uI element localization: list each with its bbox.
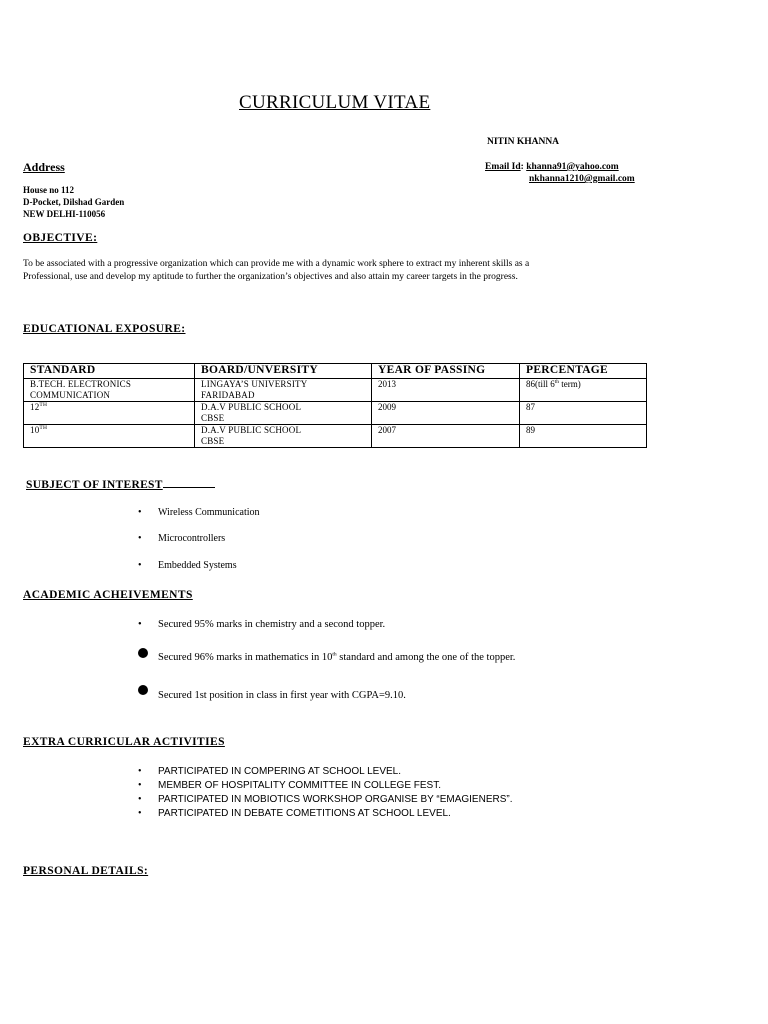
bullet-icon: • (138, 780, 142, 791)
education-table (23, 363, 647, 448)
candidate-name: NITIN KHANNA (487, 137, 560, 147)
achievements-heading: ACADEMIC ACHEIVEMENTS (23, 589, 193, 601)
email-label: Email Id (485, 162, 521, 172)
page-title: CURRICULUM VITAE (239, 92, 431, 113)
address-heading: Address (23, 160, 65, 174)
bullet-icon: • (138, 619, 142, 630)
address-line: D-Pocket, Dilshad Garden (23, 197, 125, 207)
list-item: • Wireless Communication (138, 507, 260, 518)
address-line: NEW DELHI-110056 (23, 209, 106, 219)
list-item: • PARTICIPATED IN MOBIOTICS WORKSHOP ORGANISE BY “EMAGIENERS”. (138, 794, 513, 805)
table-row (24, 379, 647, 402)
percentage-cell: 86(till 6th term) (520, 379, 647, 402)
table-header-row (24, 364, 647, 379)
bullet-icon: • (138, 808, 142, 819)
list-item: • Secured 95% marks in chemistry and a second topper. (138, 619, 386, 630)
table-row (24, 425, 647, 448)
objective-text: To be associated with a progressive organization which can provide me with a dynamic work sphere to extract my inherent skills as a Professional, use and develop my aptitude to further the organization’s objectives and also attain my career targets in the progress. (23, 259, 530, 283)
standard-cell: B.TECH. ELECTRONICS COMMUNICATION (24, 379, 195, 402)
list-item: Secured 96% marks in mathematics in 10th standard and among the one of the topper. (158, 651, 516, 663)
objective-heading: OBJECTIVE: (23, 232, 98, 244)
subjects-heading: SUBJECT OF INTEREST (26, 477, 215, 491)
standard-cell: 12TH (24, 402, 195, 425)
bullet-icon: • (138, 560, 142, 571)
list-item: • MEMBER OF HOSPITALITY COMMITTEE IN COLLEGE FEST. (138, 780, 442, 791)
table-row (24, 402, 647, 425)
email-block: Email Id: khanna91@yahoo.com (485, 162, 619, 172)
column-header: STANDARD (24, 364, 195, 379)
board-cell: D.A.V PUBLIC SCHOOL CBSE (195, 425, 372, 448)
column-header: PERCENTAGE (520, 364, 647, 379)
year-cell: 2007 (372, 425, 520, 448)
bullet-icon: • (138, 507, 142, 518)
standard-cell: 10TH (24, 425, 195, 448)
bullet-icon (138, 685, 148, 695)
board-cell: D.A.V PUBLIC SCHOOL CBSE (195, 402, 372, 425)
list-item: • Embedded Systems (138, 560, 237, 571)
bullet-icon (138, 648, 148, 658)
year-cell: 2009 (372, 402, 520, 425)
list-item: • PARTICIPATED IN DEBATE COMETITIONS AT SCHOOL LEVEL. (138, 808, 451, 819)
education-heading: EDUCATIONAL EXPOSURE: (23, 323, 186, 335)
list-item: • Microcontrollers (138, 533, 226, 544)
column-header: BOARD/UNVERSITY (195, 364, 372, 379)
extra-curricular-heading: EXTRA CURRICULAR ACTIVITIES (23, 736, 225, 748)
email-link-primary[interactable]: khanna91@yahoo.com (526, 162, 619, 172)
email-link-secondary[interactable]: nkhanna1210@gmail.com (529, 174, 635, 184)
list-item: Secured 1st position in class in first year with CGPA=9.10. (158, 690, 406, 701)
board-cell: LINGAYA’S UNIVERSITY FARIDABAD (195, 379, 372, 402)
bullet-icon: • (138, 533, 142, 544)
year-cell: 2013 (372, 379, 520, 402)
percentage-cell: 89 (520, 425, 647, 448)
column-header: YEAR OF PASSING (372, 364, 520, 379)
list-item: • PARTICIPATED IN COMPERING AT SCHOOL LEVEL. (138, 766, 402, 777)
address-line: House no 112 (23, 185, 75, 195)
percentage-cell: 87 (520, 402, 647, 425)
personal-details-heading: PERSONAL DETAILS: (23, 865, 149, 877)
bullet-icon: • (138, 766, 142, 777)
heading-underline-extension (163, 477, 215, 488)
bullet-icon: • (138, 794, 142, 805)
